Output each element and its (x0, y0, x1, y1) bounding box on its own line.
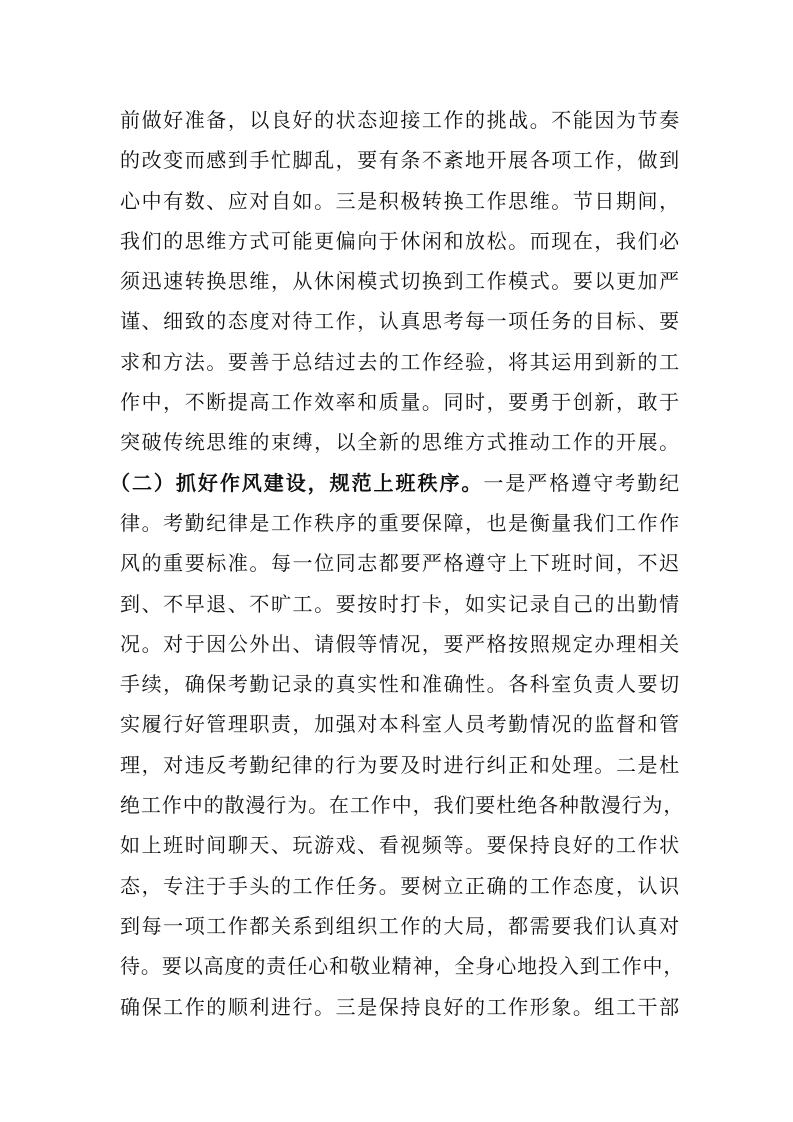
text-line: 心中有数、应对自如。三是积极转换工作思维。节日期间， (120, 188, 680, 213)
text-line: 须迅速转换思维，从休闲模式切换到工作模式。要以更加严 (120, 269, 680, 294)
text-line: 律。考勤纪律是工作秩序的重要保障，也是衡量我们工作作 (120, 510, 680, 535)
text-line: 态，专注于手头的工作任务。要树立正确的工作态度，认识 (120, 873, 680, 898)
text-line: 实履行好管理职责，加强对本科室人员考勤情况的监督和管 (120, 712, 680, 737)
section-heading: （二）抓好作风建设，规范上班秩序。 (110, 470, 484, 495)
text-line: 到、不早退、不旷工。要按时打卡，如实记录自己的出勤情 (120, 591, 680, 616)
text-line: 的改变而感到手忙脚乱，要有条不紊地开展各项工作，做到 (120, 148, 680, 173)
text-line: 突破传统思维的束缚，以全新的思维方式推动工作的开展。 (120, 430, 680, 455)
text-line: 确保工作的顺利进行。三是保持良好的工作形象。组工干部 (120, 994, 680, 1019)
text-line: 求和方法。要善于总结过去的工作经验，将其运用到新的工 (120, 349, 680, 374)
text-line: 前做好准备，以良好的状态迎接工作的挑战。不能因为节奏 (120, 108, 680, 132)
text-line: 绝工作中的散漫行为。在工作中，我们要杜绝各种散漫行为， (120, 793, 685, 818)
section-heading-continuation: 一是严格遵守考勤纪 (483, 470, 680, 495)
body-text (110, 100, 685, 1027)
text-line: 谨、细致的态度对待工作，认真思考每一项任务的目标、要 (120, 309, 680, 334)
text-line: 到每一项工作都关系到组织工作的大局，都需要我们认真对 (120, 913, 680, 938)
section-heading-line (110, 463, 680, 503)
text-line: 我们的思维方式可能更偏向于休闲和放松。而现在，我们必 (120, 228, 680, 253)
text-line: 理，对违反考勤纪律的行为要及时进行纠正和处理。二是杜 (120, 752, 680, 777)
text-line: 作中，不断提高工作效率和质量。同时，要勇于创新，敢于 (120, 390, 680, 415)
text-line: 待。要以高度的责任心和敬业精神，全身心地投入到工作中， (120, 954, 685, 979)
text-line: 风的重要标准。每一位同志都要严格遵守上下班时间，不迟 (120, 551, 680, 576)
text-line: 如上班时间聊天、玩游戏、看视频等。要保持良好的工作状 (120, 833, 680, 858)
text-line: 手续，确保考勤记录的真实性和准确性。各科室负责人要切 (120, 672, 680, 697)
text-line: 况。对于因公外出、请假等情况，要严格按照规定办理相关 (120, 631, 680, 656)
